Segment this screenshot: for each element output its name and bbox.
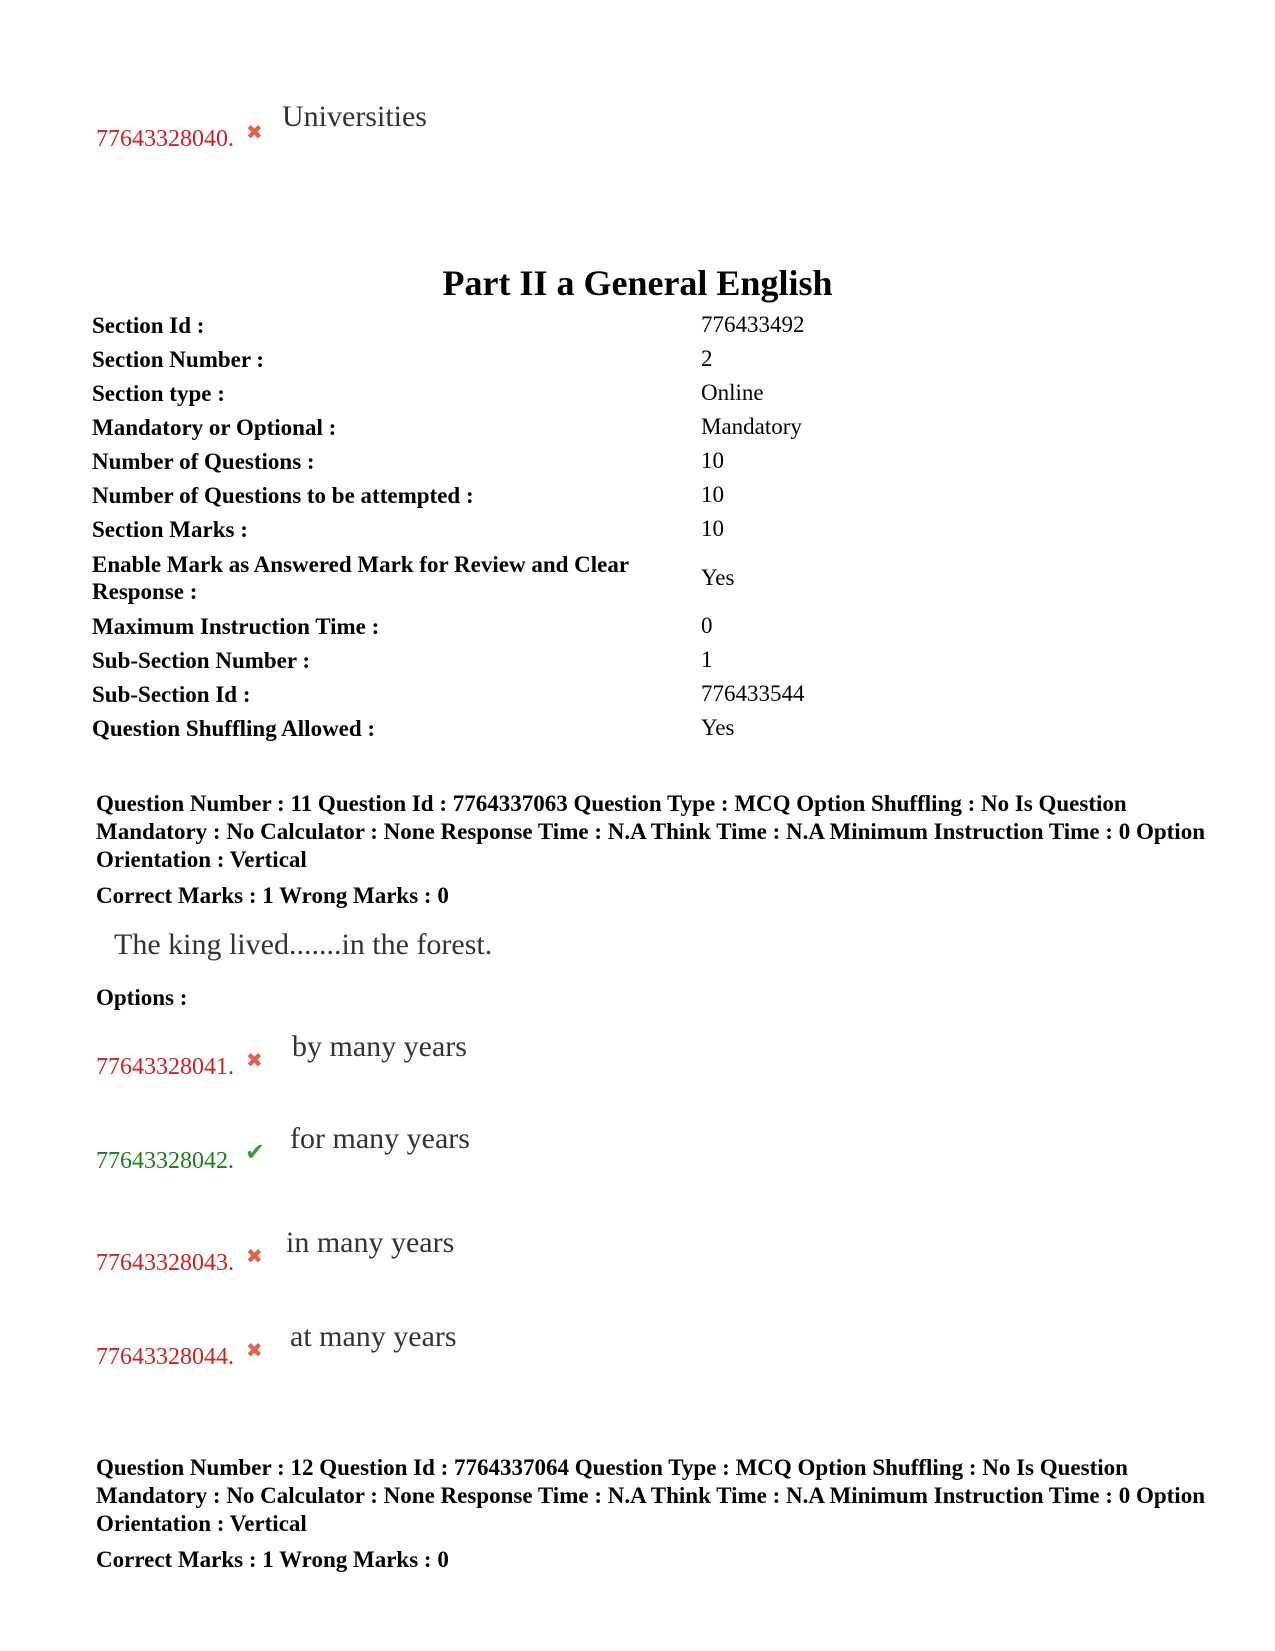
option-row <box>96 1320 696 1380</box>
cross-icon: ✖ <box>246 1048 263 1072</box>
info-value: 10 <box>701 448 724 473</box>
cross-icon: ✖ <box>246 1244 263 1268</box>
cross-icon: ✖ <box>246 1338 263 1362</box>
check-icon: ✔ <box>245 1138 266 1166</box>
option-id: 77643328041. <box>96 1054 234 1080</box>
info-value: 2 <box>701 346 713 371</box>
options-label: Options : <box>96 985 188 1010</box>
info-value: 1 <box>701 647 713 672</box>
info-value: Mandatory <box>701 414 802 439</box>
info-value: 10 <box>701 516 724 541</box>
question-text: The king lived.......in the forest. <box>114 928 493 961</box>
info-value: 10 <box>701 482 724 507</box>
option-text: Universities <box>282 100 427 133</box>
info-value: 0 <box>701 613 713 638</box>
question-meta: Question Number : 11 Question Id : 7764337063 Question Type : MCQ Option Shuffling : No Is Question Mandatory : No Calculator : None Response Time : N.A Think Time : N.A Minimum Instruction Time : 0 Option Orientation : Vertical <box>96 791 1205 872</box>
info-label: Section type : <box>92 381 225 406</box>
info-label: Enable Mark as Answered Mark for Review and Clear Response : <box>92 552 629 604</box>
info-label: Number of Questions : <box>92 449 315 474</box>
option-text: in many years <box>286 1226 455 1259</box>
question-marks: Correct Marks : 1 Wrong Marks : 0 <box>96 883 449 908</box>
option-row <box>96 1122 696 1182</box>
option-text: by many years <box>292 1030 467 1063</box>
option-id: 77643328043. <box>96 1250 234 1276</box>
prev-option-row <box>96 100 696 160</box>
question-marks: Correct Marks : 1 Wrong Marks : 0 <box>96 1547 449 1572</box>
option-id: 77643328042. <box>96 1148 234 1174</box>
info-label: Section Marks : <box>92 517 248 542</box>
info-label: Section Id : <box>92 313 205 338</box>
info-label: Mandatory or Optional : <box>92 415 337 440</box>
info-label: Question Shuffling Allowed : <box>92 716 376 741</box>
option-text: at many years <box>290 1320 457 1353</box>
info-label: Number of Questions to be attempted : <box>92 483 474 508</box>
option-row <box>96 1030 696 1090</box>
option-id: 77643328044. <box>96 1344 234 1370</box>
info-value: Yes <box>701 715 735 740</box>
option-id: 77643328040. <box>96 126 234 152</box>
info-label: Maximum Instruction Time : <box>92 614 380 639</box>
info-label: Sub-Section Id : <box>92 682 251 707</box>
section-title: Part II a General English <box>442 263 833 303</box>
info-value: Online <box>701 380 764 405</box>
cross-icon: ✖ <box>246 120 263 144</box>
info-label: Section Number : <box>92 347 265 372</box>
option-text: for many years <box>290 1122 470 1155</box>
info-label: Sub-Section Number : <box>92 648 311 673</box>
info-value: 776433492 <box>701 312 805 337</box>
info-value: 776433544 <box>701 681 805 706</box>
option-row <box>96 1226 696 1286</box>
info-value: Yes <box>701 565 735 590</box>
question-meta: Question Number : 12 Question Id : 7764337064 Question Type : MCQ Option Shuffling : No Is Question Mandatory : No Calculator : None Response Time : N.A Think Time : N.A Minimum Instruction Time : 0 Option Orientation : Vertical <box>96 1455 1205 1536</box>
